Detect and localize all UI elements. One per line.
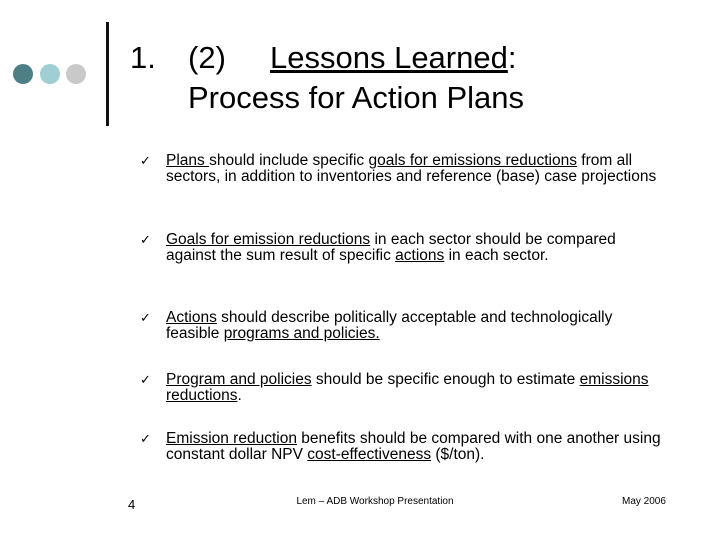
bullet-plain-text: benefits should be compared with one another using constant dollar NPV (166, 430, 661, 463)
bullet-underlined-text: Goals for emission reductions (166, 231, 371, 248)
bullet-plain-text: in each sector should be compared against the sum result of specific (166, 231, 616, 264)
decorative-dot-light (40, 64, 60, 84)
checkmark-icon: ✓ (140, 310, 151, 325)
title-divider (106, 22, 109, 126)
bullet-text (166, 153, 666, 185)
decorative-dot-dark (13, 64, 33, 84)
bullet-text (166, 372, 666, 404)
page-number: 4 (128, 497, 136, 512)
bullet-plain-text: ($/ton). (431, 446, 485, 463)
bullet-underlined-text: goals for emissions reductions (368, 152, 577, 169)
checkmark-icon: ✓ (140, 372, 151, 387)
bullet-underlined-text: Program and policies (166, 371, 312, 388)
bullet-underlined-text: programs and policies. (223, 325, 380, 342)
bullet-text (166, 232, 666, 264)
checkmark-icon: ✓ (140, 232, 151, 247)
title-colon: : (507, 40, 517, 75)
title-subtitle: Process for Action Plans (188, 80, 524, 115)
checkmark-icon: ✓ (140, 153, 151, 168)
bullet-text (166, 431, 666, 463)
title-lessons (270, 38, 516, 78)
bullet-underlined-text: Plans (166, 152, 210, 169)
title-paren: (2) (188, 40, 226, 75)
bullet-underlined-text: actions (395, 247, 445, 264)
footer-date: May 2006 (622, 496, 666, 507)
bullet-plain-text: in each sector. (444, 247, 549, 264)
bullet-underlined-text: emissions reductions (166, 371, 649, 404)
checkmark-icon: ✓ (140, 431, 151, 446)
bullet-text (166, 310, 666, 342)
decorative-dot-gray (66, 64, 86, 84)
bullet-plain-text: should be specific enough to estimate (311, 371, 580, 388)
bullet-underlined-text: Emission reduction (166, 430, 297, 447)
footer-presentation: Lem – ADB Workshop Presentation (296, 496, 454, 507)
bullet-plain-text: from all sectors, in addition to inventories and reference (base) case projections (166, 152, 657, 185)
title-number: 1. (130, 40, 156, 75)
bullet-underlined-text: cost-effectiveness (307, 446, 432, 463)
bullet-plain-text: should include specific (209, 152, 369, 169)
bullet-plain-text: should describe politically acceptable and technologically feasible (166, 309, 613, 342)
title-lessons-text: Lessons Learned (270, 40, 508, 75)
bullet-underlined-text: Actions (166, 309, 217, 326)
bullet-plain-text: . (237, 387, 242, 404)
